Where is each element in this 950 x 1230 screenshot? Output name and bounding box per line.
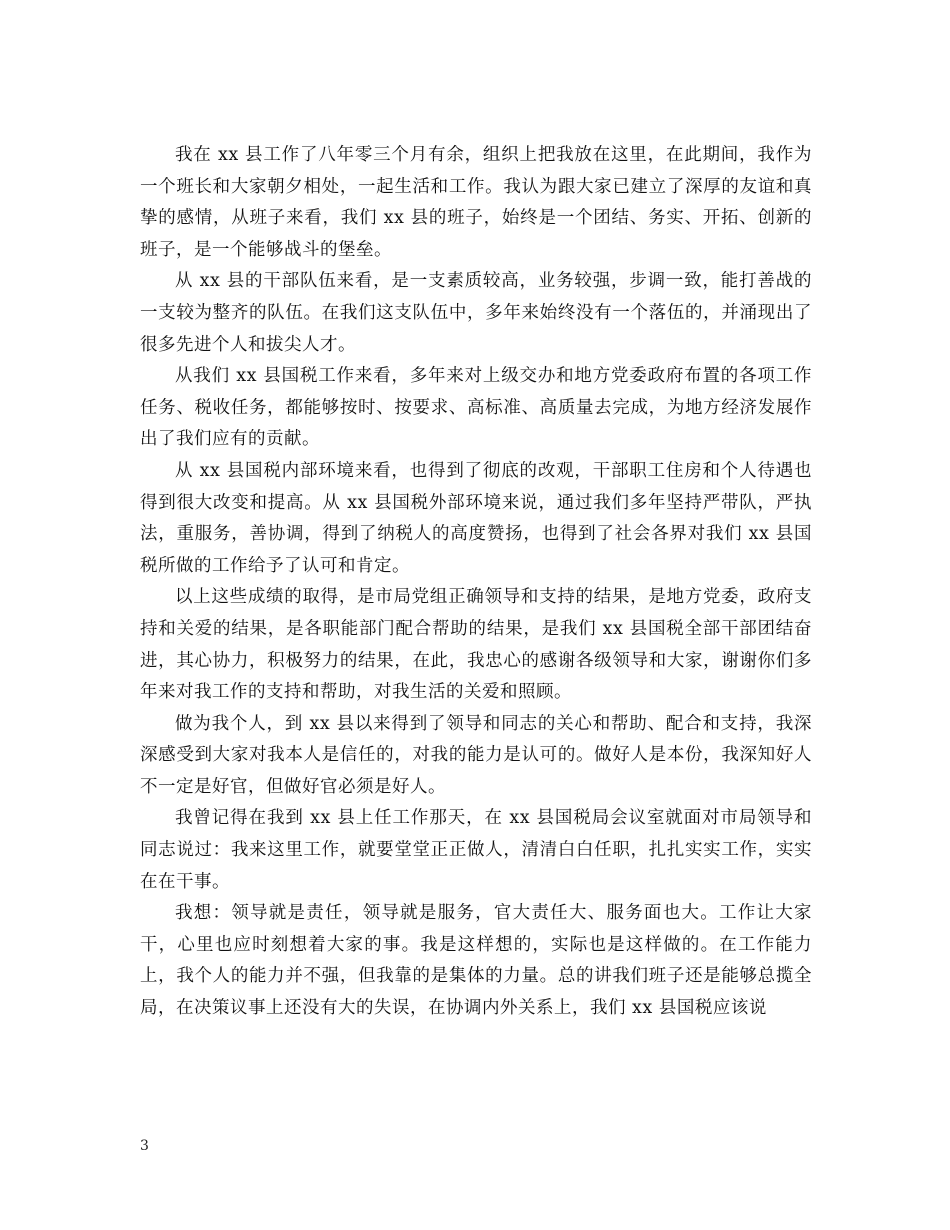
paragraph-8: 我想：领导就是责任，领导就是服务，官大责任大、服务面也大。工作让大家干，心里也应时刻想着大家的事。我是这样想的，实际也是这样做的。在工作能力上，我个人的能力并不强，但我靠的是集体的力量。总的讲我们班子还是能够总揽全局，在决策议事上还没有大的失误，在协调内外关系上，我们 xx 县国税应该说 (140, 903, 812, 1019)
document-body (140, 140, 812, 1025)
paragraph-7: 我曾记得在我到 xx 县上任工作那天，在 xx 县国税局会议室就面对市局领导和同志说过：我来这里工作，就要堂堂正正做人，清清白白任职，扎扎实实工作，实实在在干事。 (140, 808, 812, 892)
paragraph-3: 从我们 xx 县国税工作来看，多年来对上级交办和地方党委政府布置的各项工作任务、税收任务，都能够按时、按要求、高标准、高质量去完成，为地方经济发展作出了我们应有的贡献。 (140, 366, 812, 450)
page-number: 3 (140, 1138, 149, 1154)
paragraph-5: 以上这些成绩的取得，是市局党组正确领导和支持的结果，是地方党委，政府支持和关爱的结果，是各职能部门配合帮助的结果，是我们 xx 县国税全部干部团结奋进，其心协力，积极努力的结果，在此，我忠心的感谢各级领导和大家，谢谢你们多年来对我工作的支持和帮助，对我生活的关爱和照顾。 (140, 587, 812, 703)
paragraph-1: 我在 xx 县工作了八年零三个月有余，组织上把我放在这里，在此期间，我作为一个班长和大家朝夕相处，一起生活和工作。我认为跟大家已建立了深厚的友谊和真挚的感情，从班子来看，我们 xx 县的班子，始终是一个团结、务实、开拓、创新的班子，是一个能够战斗的堡垒。 (140, 145, 812, 260)
paragraph-4: 从 xx 县国税内部环境来看，也得到了彻底的改观，干部职工住房和个人待遇也得到很大改变和提高。从 xx 县国税外部环境来说，通过我们多年坚持严带队，严执法，重服务，善协调，得到了纳税人的高度赞扬，也得到了社会各界对我们 xx 县国税所做的工作给予了认可和肯定。 (140, 460, 812, 576)
paragraph-2: 从 xx 县的干部队伍来看，是一支素质较高，业务较强，步调一致，能打善战的一支较为整齐的队伍。在我们这支队伍中，多年来始终没有一个落伍的，并涌现出了很多先进个人和拔尖人才。 (140, 271, 812, 355)
paragraph-6: 做为我个人，到 xx 县以来得到了领导和同志的关心和帮助、配合和支持，我深深感受到大家对我本人是信任的，对我的能力是认可的。做好人是本份，我深知好人不一定是好官，但做好官必须是好人。 (140, 713, 812, 797)
